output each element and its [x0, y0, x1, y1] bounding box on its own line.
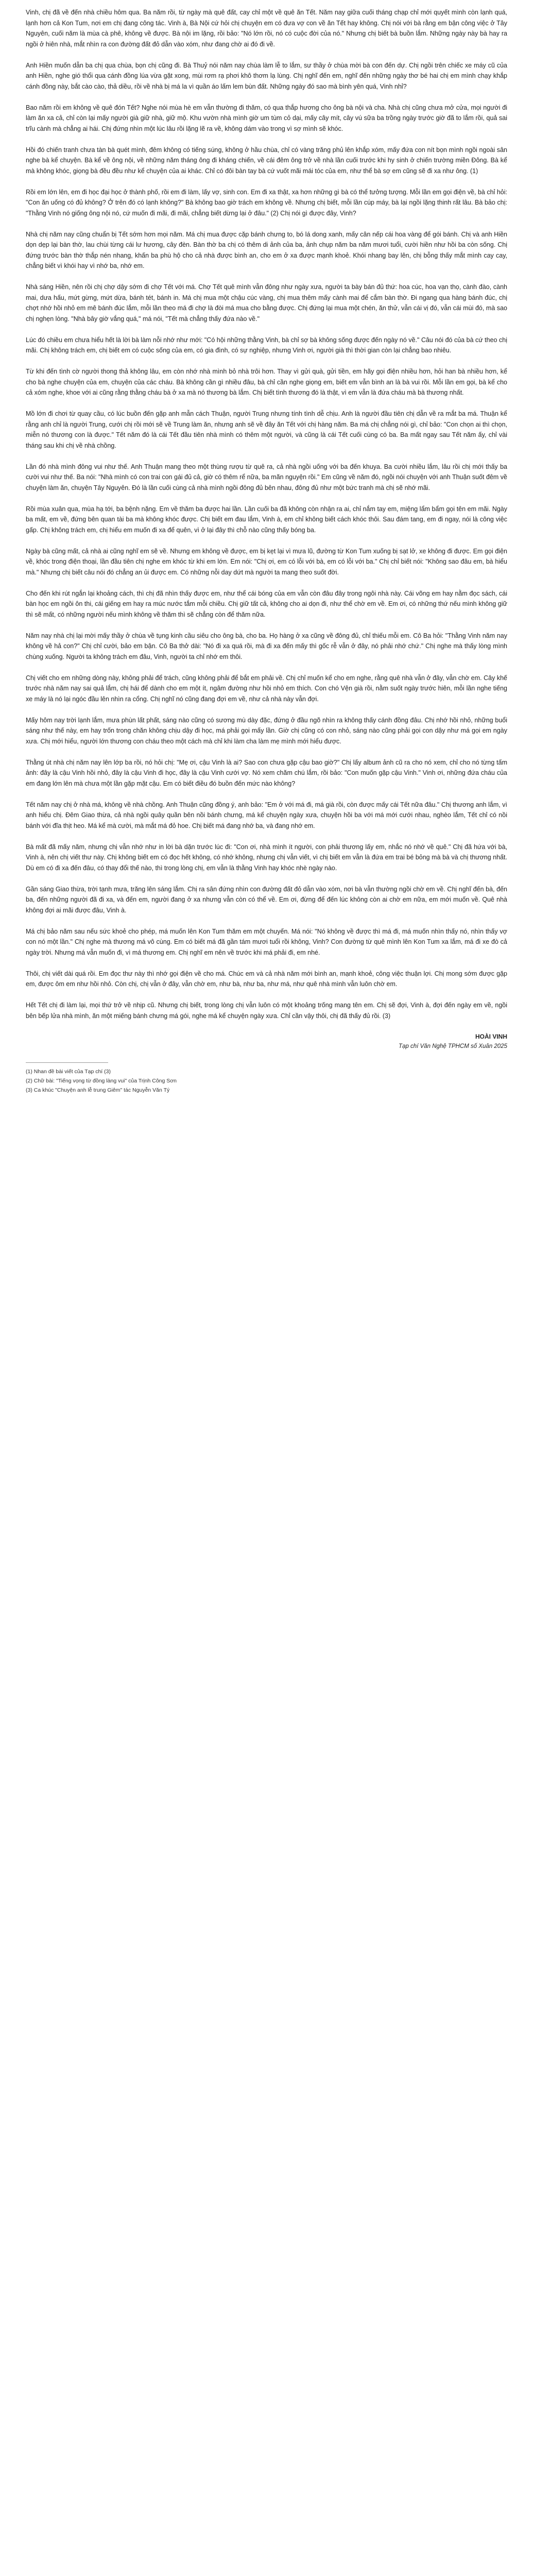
- article-paragraph: Nhà chị năm nay cũng chuẩn bị Tết sớm hơn mọi năm. Má chị mua được cặp bánh chưng to, bó lá dong xanh, mấy cân nếp cái hoa vàng để gói bánh. Chị và anh Hiền dọn dẹp lại bàn thờ, lau chùi từng cái lư hương, cây đèn. Bàn thờ ba chị có thêm di ảnh của ba, ảnh chụp năm ba năm mươi tuổi, cười hiền như hồi ba còn sống. Chị đứng trước bàn thờ thắp nén nhang, khấn ba phù hộ cho cả nhà được bình an, cho em ở xa được mạnh khoẻ. Khói nhang bay lên, chị bỗng thấy mắt mình cay cay, chẳng biết vì khói hay vì nhớ ba, nhớ em.: [26, 230, 507, 269]
- article-paragraph: Thằng út nhà chị năm nay lên lớp ba rồi, nó hỏi chị: "Mẹ ơi, cậu Vinh là ai? Sao con chưa gặp cậu bao giờ?" Chị lấy album ảnh cũ ra cho nó xem, chỉ cho nó từng tấm ảnh: đây là cậu Vinh hồi nhỏ, đây là cậu Vinh đi học, đây là cậu Vinh cưới vợ. Nó xem chăm chú lắm, rồi bảo: "Con muốn gặp cậu Vinh." Vinh ơi, những đứa cháu của em đang lớn lên mà chưa một lần gặp mặt cậu. Em có biết điều đó buồn đến mức nào không?: [26, 758, 507, 787]
- article-paragraph: Hồi đó chiến tranh chưa tàn bà quét mình, đêm không có tiếng súng, không ở hầu chùa, chỉ có vàng trăng phủ lên khắp xóm, mấy đứa con nít bọn mình ngồi ngoài sân nghe bà kể chuyện. Bà kể về ông nội, về những năm tháng ông đi kháng chiến, về cái đêm ông trở về nhà lần cuối trước khi hy sinh ở chiến trường miền Đông. Bà kể mà không khóc, giọng bà đều đều như kể chuyện của ai khác. Chỉ có đôi bàn tay bà cứ vuốt mãi mái tóc của em, như thể bà sợ em cũng sẽ đi xa như ông. (1): [26, 146, 507, 175]
- article: [26, 7, 507, 1095]
- author-name: HOÀI VINH: [475, 1032, 507, 1040]
- article-paragraph: Mấy hôm nay trời lạnh lắm, mưa phùn lất phất, sáng nào cũng có sương mù dày đặc, đứng ở đầu ngõ nhìn ra không thấy cánh đồng đâu. Chị nhớ hồi nhỏ, những buổi sáng như thế này, em hay trốn trong chăn không chịu dậy đi học, má phải gọi mấy lần. Giờ chị cũng có con nhỏ, sáng nào cũng phải gọi con dậy như má gọi em ngày xưa. Chị mới hiểu, người lớn thương con cháu theo một cách mà chỉ khi làm cha làm mẹ mình mới hiểu được.: [26, 716, 507, 745]
- article-paragraph: Anh Hiền muốn dẫn ba chị qua chùa, bọn chị cũng đi. Bà Thuỷ nói năm nay chùa làm lễ to lắm, sư thầy ở chùa mời bà con đến dự. Chị ngồi trên chiếc xe máy cũ của anh Hiền, nghe gió thổi qua cánh đồng lúa vừa gặt xong, mùi rơm rạ phơi khô thơm lạ lùng. Chị nghĩ đến em, nghĩ đến những ngày thơ bé hai chị em mình chạy khắp cánh đồng này, bắt cào cào, thả diều, rồi về nhà bị má la vì quần áo lấm lem bùn đất. Những ngày đó sao mà bình yên quá, Vinh nhỉ?: [26, 61, 507, 90]
- article-paragraph: Tết năm nay chị ở nhà má, không về nhà chồng. Anh Thuận cũng đồng ý, anh bảo: "Em ở với má đi, má già rồi, còn được mấy cái Tết nữa đâu." Chị thương anh lắm, vì anh hiểu chị. Đêm Giao thừa, cả nhà ngồi quây quần bên nồi bánh chưng, má kể chuyện ngày xưa, chuyện hồi ba với má mới cưới nhau, nghèo lắm, Tết chỉ có nồi bánh với đĩa thịt heo. Má kể mà cười, mà mắt má đỏ hoe. Chị biết má đang nhớ ba, và đang nhớ em.: [26, 801, 507, 829]
- footnotes: [26, 1067, 507, 1095]
- article-paragraph: Rồi mùa xuân qua, mùa hạ tới, ba bệnh nặng. Em về thăm ba được hai lần. Lần cuối ba đã không còn nhận ra ai, chỉ nắm tay em, miệng lẩm bẩm gọi tên em mãi. Ngày ba mất, em về, đứng bên quan tài ba mà không khóc được. Chị biết em đau lắm, Vinh à, em chỉ không biết cách khóc thôi. Sau đám tang, em đi ngay, nói là công việc gấp. Chị không trách em, chị hiểu em muốn đi xa để quên, vì ở lại đây thì chỗ nào cũng thấy bóng ba.: [26, 505, 507, 534]
- article-paragraph: Lúc đó chiều em chưa hiểu hết là lời bà làm nỗi nhớ như mới: "Có hội những thằng Vinh, bà chỉ sợ bà không sống được đến ngày nó về." Câu nói đó của bà cứ theo chị mãi. Chị không trách em, chị biết em có cuộc sống của em, có gia đình, có sự nghiệp, nhưng Vinh ơi, người già thì thời gian còn lại chẳng bao nhiêu.: [26, 336, 507, 354]
- notes-divider: [26, 1062, 108, 1063]
- article-paragraph: Bao năm rồi em không về quê đón Tết? Nghe nói mùa hè em vẫn thường đi thăm, có qua thắp hương cho ông bà nội và cha. Nhà chị cũng chưa mở cửa, mọi người đi làm ăn xa cả, chỉ còn lại mấy người già giữ nhà, giữ mộ. Khu vườn nhà mình giờ um tùm cỏ dại, mấy cây mít, cây vú sữa ba trồng ngày trước giờ đã to lắm rồi, quả sai trĩu cành mà chẳng ai hái. Chị đứng nhìn một lúc lâu rồi lặng lẽ ra về, không dám vào trong vì sợ mình sẽ khóc.: [26, 104, 507, 132]
- article-paragraph: Rồi em lớn lên, em đi học đại học ở thành phố, rồi em đi làm, lấy vợ, sinh con. Em đi xa thật, xa hơn những gì bà có thể tưởng tượng. Mỗi lần em gọi điện về, bà chỉ hỏi: "Con ăn uống có đủ không? Ở trên đó có lạnh không?" Bà không bao giờ trách em không về. Nhưng chị biết, mỗi lần cúp máy, bà lại ngồi lặng thinh rất lâu. Bà bảo chị: "Thằng Vinh nó giống ông nội nó, cứ muốn đi mãi, đi mãi, chẳng biết dừng lại ở đâu." (2) Chị nói gì được đây, Vinh?: [26, 188, 507, 217]
- author-affiliation: Tạp chí Văn Nghệ TPHCM số Xuân 2025: [399, 1043, 507, 1049]
- article-paragraph: Thôi, chị viết dài quá rồi. Em đọc thư này thì nhớ gọi điện về cho má. Chúc em và cả nhà năm mới bình an, mạnh khoẻ, công việc thuận lợi. Chị mong sớm được gặp em, được ôm em như hồi nhỏ. Còn chị, chị vẫn ở đây, vẫn chờ em, như bà, như ba, như má, như quê nhà mình vẫn luôn chờ em.: [26, 970, 507, 988]
- article-paragraph: Lần đó nhà mình đông vui như thế. Anh Thuận mang theo một thùng rượu từ quê ra, cả nhà ngồi uống với ba đến khuya. Ba cười nhiều lắm, lâu rồi chị mới thấy ba cười vui như thế. Ba nói: "Nhà mình có con trai con gái đủ cả, giờ có thêm rể nữa, ba mãn nguyện rồi." Em cũng về năm đó, ngồi nói chuyện với anh Thuận suốt đêm về chuyện làm ăn, chuyện Tây Nguyên. Đó là lần cuối cùng cả nhà mình ngồi đông đủ bên nhau, đông đủ như một bức tranh mà chị sẽ nhớ mãi.: [26, 463, 507, 492]
- signature: [26, 1032, 507, 1051]
- article-paragraph: Từ khi đến tình cờ người thong thả không lâu, em còn nhớ nhà mình bỏ nhà trôi hơn. Thay vì gửi quà, gửi tiền, em hãy gọi điện nhiều hơn, hỏi han bà nhiều hơn, kể cho bà nghe chuyện của em, chuyện của các cháu. Bà không cần gì nhiều đâu, bà chỉ cần nghe giọng em, biết em vẫn bình an là bà vui rồi. Mỗi lần em gọi, bà kể cho cả xóm nghe, khoe với ai cũng rằng thằng cháu bà ở xa mà nó thương bà lắm. Chị biết tình thương đó là thật, vì em vẫn là đứa cháu mà bà thương nhất.: [26, 368, 507, 396]
- article-paragraph: Bà mất đã mấy năm, nhưng chị vẫn nhớ như in lời bà dặn trước lúc đi: "Con ơi, nhà mình ít người, con phải thương lấy em, nhắc nó nhớ về quê." Chị đã hứa với bà, Vinh à, nên chị viết thư này. Chị không biết em có đọc hết không, có nhớ không, nhưng chị vẫn viết, vì chị biết em vẫn là đứa em trai bé bỏng mà bà và chị thương nhất. Dù em có đi xa đến đâu, có thay đổi thế nào, thì trong lòng chị, em vẫn là thằng Vinh hay khóc nhè ngày nào.: [26, 843, 507, 872]
- article-paragraph: Vinh, chị đã về đến nhà chiều hôm qua. Ba năm rồi, từ ngày mà quê đất, cay chỉ một về quê ăn Tết. Năm nay giữa cuối tháng chạp chỉ mới quyết mình còn lạnh quá, lạnh hơn cả Kon Tum, nơi em chị đang công tác. Vinh à, Bà Nội cứ hỏi chị chuyện em có đưa vợ con về ăn Tết hay không. Chị nói với bà rằng em bận công việc ở Tây Nguyên, cuối năm là mùa cà phê, không về được. Bà nội im lặng, rồi bảo: "Nó lớn rồi, nó có cuộc đời của nó." Nhưng chị biết bà buồn lắm. Những ngày này bà hay ra ngồi ở hiên nhà, mắt nhìn ra con đường đất đỏ dẫn vào xóm, như đang chờ ai đó đi về.: [26, 9, 507, 48]
- article-paragraph: Chị viết cho em những dòng này, không phải để trách, cũng không phải để bắt em phải về. Chị chỉ muốn kể cho em nghe, rằng quê nhà vẫn ở đây, vẫn chờ em. Cây khế trước nhà năm nay sai quả lắm, chị hái để dành cho em một ít, ngâm đường như hồi nhỏ em thích. Con chó Vện già rồi, nằm suốt ngày trước hiên, mỗi lần nghe tiếng xe máy là nó lại ngóc đầu lên nhìn ra cổng. Chị nghĩ nó cũng đang đợi em về, như cả nhà này vẫn đợi.: [26, 674, 507, 703]
- article-paragraph: Ngày bà cũng mất, cả nhà ai cũng nghĩ em sẽ về. Nhưng em không về được, em bị kẹt lại vì mưa lũ, đường từ Kon Tum xuống bị sạt lở, xe không đi được. Em gọi điện về, khóc trong điện thoại, lần đầu tiên chị nghe em khóc từ khi em lớn. Em nói: "Chị ơi, em có lỗi với bà, em có lỗi với ba." Chị chỉ biết nói: "Không sao đâu em, bà hiểu mà." Nhưng chị biết câu nói đó chẳng an ủi được em. Có những nỗi day dứt mà người ta mang theo suốt đời.: [26, 547, 507, 576]
- footnote: (3) Ca khúc "Chuyện anh lễ trung Giêm" tác Nguyễn Văn Tý: [26, 1087, 170, 1093]
- footnote: (1) Nhan đề bài viết của Tạp chí (3): [26, 1068, 111, 1075]
- article-paragraph: Má chị bảo năm sau nếu sức khoẻ cho phép, má muốn lên Kon Tum thăm em một chuyến. Má nói: "Nó không về được thì má đi, má muốn nhìn thấy nó, nhìn thấy vợ con nó một lần." Chị nghe mà thương má vô cùng. Em có biết má đã gần tám mươi tuổi rồi không, Vinh? Con đường từ quê mình lên Kon Tum xa lắm, má đi xe đò cả ngày trời. Nhưng má vẫn muốn đi, vì má thương em. Chị nghĩ em nên về trước khi má phải đi, em nhé.: [26, 927, 507, 956]
- article-paragraph: Mồ lớn đi chơi từ quay cầu, có lúc buồn đến gặp anh mẫn cách Thuận, người Trung nhưng tính tình dễ chịu. Anh là người đầu tiên chị dẫn về ra mắt ba má. Thuận kể rằng anh chỉ là người Trung, cưới chị rồi mới sẽ về Trung làm ăn, nhưng anh sẽ về đây ăn Tết với chị hàng năm. Ba má chị chẳng nói gì, chỉ bảo: "Con chọn ai thì chọn, miễn nó thương con là được." Tết năm đó là cái Tết đầu tiên nhà mình có thêm một người, và cũng là cái Tết cuối cùng có ba. Ba mất ngay sau Tết năm ấy, chỉ vài tháng sau khi chị về nhà chồng.: [26, 410, 507, 449]
- article-paragraph: Nhà sáng Hiền, nên rồi chị chợ dậy sớm đi chợ Tết với má. Chợ Tết quê mình vẫn đông như ngày xưa, người ta bày bán đủ thứ: hoa cúc, hoa vạn thọ, cành đào, cành mai, dưa hấu, mứt gừng, mứt dừa, bánh tét, bánh in. Má chị mua một chậu cúc vàng, chị mua thêm mấy cành mai để cắm bàn thờ. Đi ngang qua hàng bánh đúc, chị chợt nhớ hồi nhỏ em mê bánh đúc lắm, mỗi lần theo má đi chợ là đòi má mua cho bằng được. Chị đứng lại mua một chén, ăn thử, vẫn cái vị đó, vẫn cái mùi đó, mà sao chị nghẹn lòng. "Nhà bây giờ vắng quá," má nói, "Tết mà chẳng thấy đứa nào về.": [26, 283, 507, 323]
- article-body: [26, 7, 507, 1021]
- article-paragraph: Năm nay nhà chị lại mời mấy thầy ở chùa về tụng kinh cầu siêu cho ông bà, cho ba. Họ hàng ở xa cũng về đông đủ, chỉ thiếu mỗi em. Cô Ba hỏi: "Thằng Vinh năm nay không về hả con?" Chị chỉ cười, bảo em bận. Cô Ba thở dài: "Nó đi xa quá rồi, mà đi xa đến mấy thì gốc rễ vẫn ở đây, nó phải nhớ chứ." Chị nghe mà thấy lòng mình chùng xuống. Người ta không trách em đâu, Vinh, người ta chỉ nhớ em thôi.: [26, 632, 507, 660]
- article-paragraph: Hết Tết chị đi làm lại, mọi thứ trở về nhịp cũ. Nhưng chị biết, trong lòng chị vẫn luôn có một khoảng trống mang tên em. Chị sẽ đợi, Vinh à, đợi đến ngày em về, ngồi bên bếp lửa nhà mình, ăn một miếng bánh chưng má gói, nghe má kể chuyện ngày xưa. Chỉ cần vậy thôi, chị đã thấy đủ rồi. (3): [26, 1002, 507, 1020]
- article-paragraph: Cho đến khi rút ngắn lại khoảng cách, thì chị đã nhìn thấy được em, như thể cái bóng của em vẫn còn đâu đây trong ngôi nhà này. Cái võng em hay nằm đọc sách, cái bàn học em ngồi ôn thi, cái giếng em hay ra múc nước tắm mỗi chiều. Chị giữ tất cả, không cho ai dọn đi, như thể chờ em về. Em ơi, có những thứ nếu mình không giữ thì sẽ mất, có những người nếu mình không về thăm thì sẽ chẳng còn để thăm nữa.: [26, 589, 507, 618]
- footnote: (2) Chữ bài: "Tiếng vọng từ đồng làng vui" của Trịnh Công Sơn: [26, 1077, 177, 1084]
- article-paragraph: Gần sáng Giao thừa, trời tạnh mưa, trăng lên sáng lắm. Chị ra sân đứng nhìn con đường đất đỏ dẫn vào xóm, nơi bà vẫn thường ngồi chờ em về. Chị nghĩ đến bà, đến ba, đến những người đã đi xa, và đến em, người đang ở xa nhưng vẫn còn có thể về. Em ơi, đừng để đến lúc không còn ai chờ em nữa, em mới muốn về. Quê nhà không đợi ai mãi được đâu, Vinh à.: [26, 885, 507, 914]
